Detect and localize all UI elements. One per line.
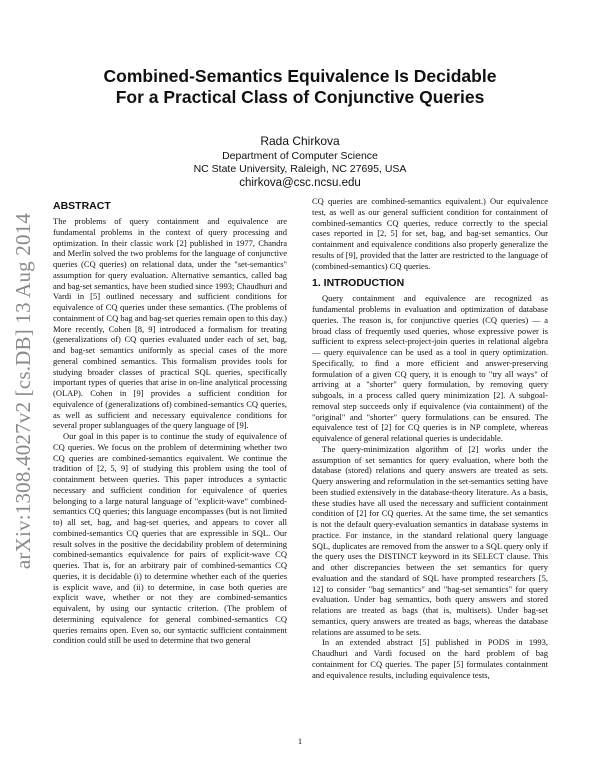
author-affiliation: NC State University, Raleigh, NC 27695, USA bbox=[193, 163, 407, 175]
intro-paragraph-2: The query-minimization algorithm of [2] works under the assumption of set semantics for query evaluation, where both the database (stored) relations and query answers are treated as sets. Query answering and reformulation in the set-semantics setting have been studied extensively in the database-theory literature. As a basis, these studies have all used the necessary and sufficient containment condition of [2] for CQ queries. At the same time, the set semantics is not the default query-evaluation semantics in database systems in practice. For instance, in the standard relational query language SQL, duplicates are removed from the answer to a SQL query only if the query uses the DISTINCT keyword in its SELECT clause. This and other discrepancies between the set semantics for query evaluation and the standard of SQL have prompted researchers [5, 12] to consider "bag semantics" and "bag-set semantics" for query evaluation. Under bag semantics, both query answers and stored relations are treated as bags (that is, multisets). Under bag-set semantics, query answers are treated as bags, whereas the database relations are assumed to be sets. bbox=[312, 443, 548, 637]
author-email[interactable]: chirkova@csc.ncsu.edu bbox=[239, 177, 361, 189]
title-line-1: Combined-Semantics Equivalence Is Decidable bbox=[103, 66, 497, 86]
author-block bbox=[0, 133, 600, 191]
abstract-paragraph-2: Our goal in this paper is to continue the study of equivalence of CQ queries. We focus on the problem of determining whether two CQ queries are combined-semantics equivalent. We continue the tradition of [2, 5, 9] of studying this problem using the tool of containment between queries. This paper introduces a syntactic necessary and sufficient condition for equivalence of queries belonging to a large natural language of "explicit-wave" combined-semantics CQ queries; this language encompasses (but is not limited to) all set, bag, and bag-set queries, and appears to cover all combined-semantics CQ queries that are expressible in SQL. Our result solves in the positive the decidability problem of determining combined-semantics equivalence for pairs of explicit-wave CQ queries. That is, for an arbitrary pair of combined-semantics CQ queries, it is decidable (i) to determine whether each of the queries is explicit wave, and (ii) to determine, in case both queries are explicit wave, whether or not they are combined-semantics equivalent, by using our syntactic criterion. (The problem of determining equivalence for general combined-semantics CQ queries remains open. Even so, our syntactic sufficient containment condition could still be used to determine that two general bbox=[53, 431, 287, 646]
introduction-heading: 1. INTRODUCTION bbox=[312, 277, 405, 290]
abstract-heading: ABSTRACT bbox=[53, 200, 111, 212]
left-column bbox=[53, 200, 287, 646]
abstract-paragraph-1: The problems of query containment and equivalence are fundamental problems in the context of query processing and optimization. In their classic work [2] published in 1977, Chandra and Merlin solved the two problems for the language of conjunctive queries (CQ queries) on relational data, under the "set-semantics" assumption for query evaluation. Alternative semantics, called bag and bag-set semantics, have been studied since 1993; Chaudhuri and Vardi in [5] outlined necessary and sufficient conditions for equivalence of CQ queries under these semantics. (The problems of containment of CQ bag and bag-set queries remain open to this day.) More recently, Cohen [8, 9] introduced a formalism for treating (generalizations of) CQ queries evaluated under each of set, bag, and bag-set semantics uniformly as special cases of the more general combined semantics. This formalism provides tools for studying broader classes of practical SQL queries, specifically important types of queries that arise in on-line analytical processing (OLAP). Cohen in [9] provides a sufficient condition for equivalence of (generalizations of) combined-semantics CQ queries, as well as sufficient and necessary equivalence conditions for several proper sublanguages of the query language of [9]. bbox=[53, 216, 287, 431]
right-column bbox=[312, 196, 548, 680]
intro-paragraph-3: In an extended abstract [5] published in PODS in 1993, Chaudhuri and Vardi focused on the hard problem of bag containment for CQ queries. The paper [5] formulates containment and equivalence results, including equivalence tests, bbox=[312, 637, 548, 680]
page-number: 1 bbox=[297, 736, 303, 746]
intro-paragraph-1: Query containment and equivalence are recognized as fundamental problems in evaluation and optimization of database queries. The reason is, for conjunctive queries (CQ queries) — a broad class of frequently used queries, whose expressive power is sufficient to express select-project-join queries in relational algebra — query equivalence can be used as a tool in query optimization. Specifically, to find a more efficient and answer-preserving formulation of a given CQ query, it is enough to "try all ways" of arriving at a "shorter" query formulation, by removing query subgoals, in a process called query minimization [2]. A subgoal-removal step succeeds only if equivalence (via containment) of the "original" and "shorter" query formulations can be ensured. The equivalence test of [2] for CQ queries is in NP complete, whereas equivalence of general relational queries is undecidable. bbox=[312, 293, 548, 443]
author-name: Rada Chirkova bbox=[260, 134, 340, 148]
title-line-2: For a Practical Class of Conjunctive Queries bbox=[115, 87, 485, 107]
author-department: Department of Computer Science bbox=[222, 150, 378, 162]
abstract-continuation: CQ queries are combined-semantics equivalent.) Our equivalence test, as well as our general sufficient condition for containment of combined-semantics CQ queries, reduce correctly to the special cases reported in [2, 5] for set, bag, and bag-set semantics. Our containment and equivalence conditions also properly generalize the results of [9], provided that the latter are restricted to the language of (combined-semantics) CQ queries. bbox=[312, 196, 548, 271]
paper-title bbox=[0, 66, 600, 108]
arxiv-watermark: arXiv:1308.4027v2 [cs.DB] 13 Aug 2014 bbox=[11, 212, 35, 570]
